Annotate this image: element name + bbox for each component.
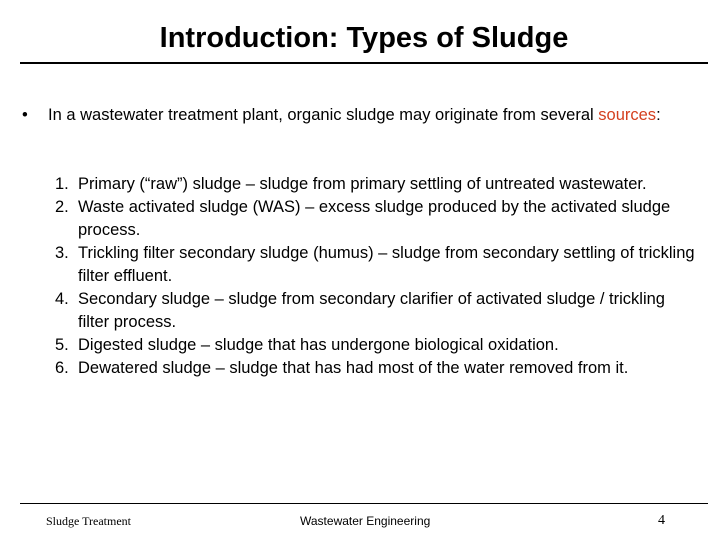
bullet-marker: • (22, 106, 28, 124)
list-item-text: Trickling filter secondary sludge (humus) – sludge from secondary settling of trickling filter effluent. (78, 244, 695, 285)
list-item-number: 1. (55, 175, 69, 193)
sludge-types-list (0, 173, 700, 380)
footer-course-label: Sludge Treatment (46, 514, 132, 528)
list-item-text: Waste activated sludge (WAS) – excess sludge produced by the activated sludge process. (78, 198, 671, 239)
footer-subject-label: Wastewater Engineering (300, 514, 431, 528)
list-item (0, 196, 700, 242)
intro-text-main: In a wastewater treatment plant, organic sludge may originate from several (48, 106, 594, 124)
list-item (0, 173, 700, 196)
list-item (0, 242, 700, 288)
list-item (0, 334, 700, 357)
intro-text (48, 104, 688, 127)
slide-title: Introduction: Types of Sludge (159, 22, 569, 54)
list-item-text: Primary (“raw”) sludge – sludge from primary settling of untreated wastewater. (78, 175, 647, 193)
title-divider (20, 62, 708, 64)
list-item-text: Secondary sludge – sludge from secondary clarifier of activated sludge / trickling filter process. (78, 290, 665, 331)
list-item-number: 5. (55, 336, 69, 354)
intro-highlight-word: sources (598, 106, 657, 124)
list-item-text: Dewatered sludge – sludge that has had most of the water removed from it. (78, 359, 629, 377)
list-item-number: 6. (55, 359, 69, 377)
list-item-number: 2. (55, 198, 69, 216)
list-item-number: 4. (55, 290, 69, 308)
list-item-number: 3. (55, 244, 69, 262)
intro-text-colon: : (656, 106, 661, 124)
footer-divider (20, 503, 708, 504)
list-item (0, 288, 700, 334)
page-number: 4 (658, 513, 665, 528)
list-item (0, 357, 700, 380)
list-item-text: Digested sludge – sludge that has undergone biological oxidation. (78, 336, 559, 354)
